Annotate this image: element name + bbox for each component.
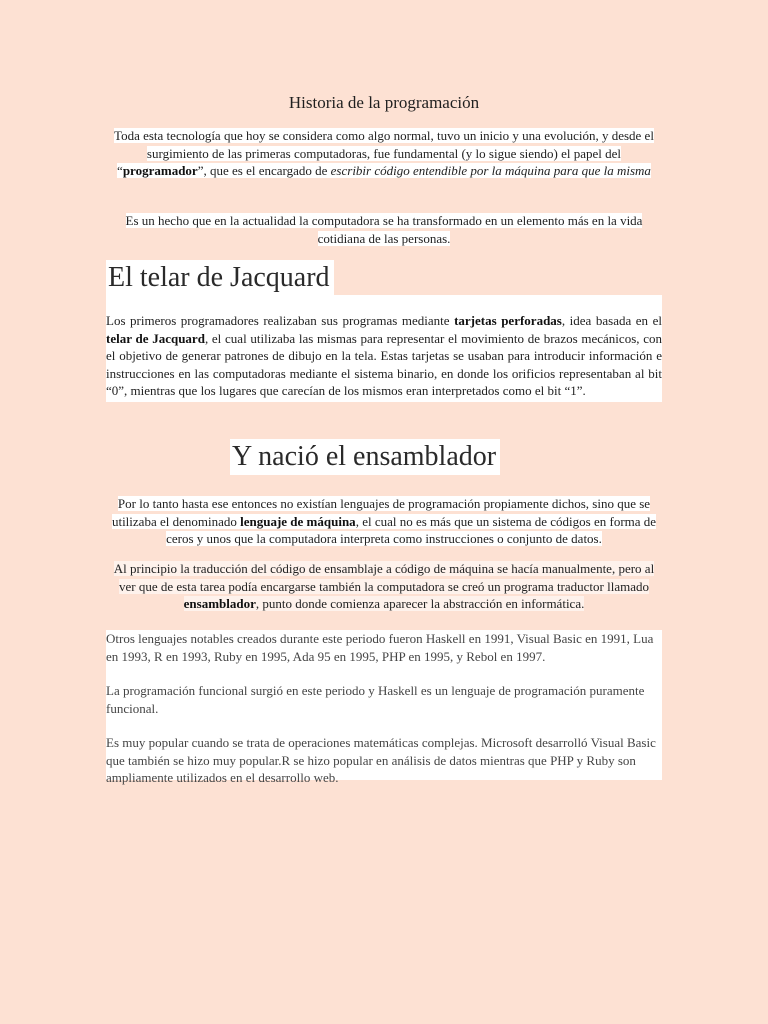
s2-text-2a: Al principio la traducción del código de ensamblaje a código de máquina se hacía manualmente, pero al ver que de esta tarea podía encargarse también la computadora se creó un programa traductor llamado: [113, 561, 655, 594]
intro-italic: escribir código entendible por la máquina para que la misma: [330, 163, 651, 178]
s1-text-2: , idea basada en el: [561, 313, 662, 328]
intro-paragraph-2: [106, 212, 662, 247]
section2-paragraph-2: [106, 560, 662, 613]
intro-paragraph-1: [106, 127, 662, 180]
intro-text-b: ”, que es el encargado de: [197, 163, 331, 178]
heading-ensamblador: Y nació el ensamblador: [230, 439, 500, 475]
s1-bold-tarjetas: tarjetas perforadas: [454, 313, 562, 328]
s2-text-1b: , el cual no es más que un sistema de códigos en forma de ceros y unos que la computadora interpreta como instrucciones o conjunto de datos.: [166, 513, 657, 546]
s1-bold-telar: telar de Jacquard: [106, 330, 205, 346]
s3-paragraph-1: Otros lenguajes notables creados durante este periodo fueron Haskell en 1991, Visual Basic en 1991, Lua en 1993, R en 1993, Ruby en 1995, Ada 95 en 1995, PHP en 1995, y Rebol en 1997.: [106, 631, 654, 664]
heading-telar-jacquard: El telar de Jacquard: [106, 260, 334, 296]
intro-bold-programador: programador: [122, 163, 198, 178]
s2-bold-lenguaje-maquina: lenguaje de máquina: [240, 513, 356, 529]
intro-text-2: Es un hecho que en la actualidad la computadora se ha transformado en un elemento más en la vida cotidiana de las personas.: [125, 213, 643, 246]
s1-text-3: , el cual utilizaba las mismas para representar el movimiento de brazos mecánicos, con el objetivo de generar patrones de dibujo en la tela. Estas tarjetas se usaban para introducir información e instrucciones en las computadoras mediante el sistema binario, en donde los orificios representaban al bit “0”, mientras que los lugares que carecían de los mismos eran interpretados como el bit “1”.: [106, 330, 662, 398]
s2-text-1a: Por lo tanto hasta ese entonces no existían lenguajes de programación propiamente dichos, sino que se utilizaba el denominado: [111, 496, 651, 529]
section2-paragraph-1: [106, 495, 662, 548]
intro-text-a: Toda esta tecnología que hoy se considera como algo normal, tuvo un inicio y una evolución, y desde el surgimiento de las primeras computadoras, fue fundamental (y lo sigue siendo) el papel del “: [114, 128, 654, 178]
page-title: Historia de la programación: [288, 93, 480, 112]
s3-paragraph-2: La programación funcional surgió en este periodo y Haskell es un lenguaje de programación puramente funcional.: [106, 683, 645, 716]
s2-text-2b: , punto donde comienza aparecer la abstracción en informática.: [255, 596, 585, 611]
s1-text-1: Los primeros programadores realizaban sus programas mediante: [106, 313, 455, 328]
s3-paragraph-3: Es muy popular cuando se trata de operaciones matemáticas complejas. Microsoft desarrolló Visual Basic que también se hizo muy popular.R se hizo popular en análisis de datos mientras que PHP y Ruby son ampliamente utilizados en el desarrollo web.: [106, 735, 656, 785]
s2-bold-ensamblador: ensamblador: [183, 596, 256, 611]
section3-box: [106, 630, 662, 785]
section1-paragraph: [106, 295, 662, 402]
